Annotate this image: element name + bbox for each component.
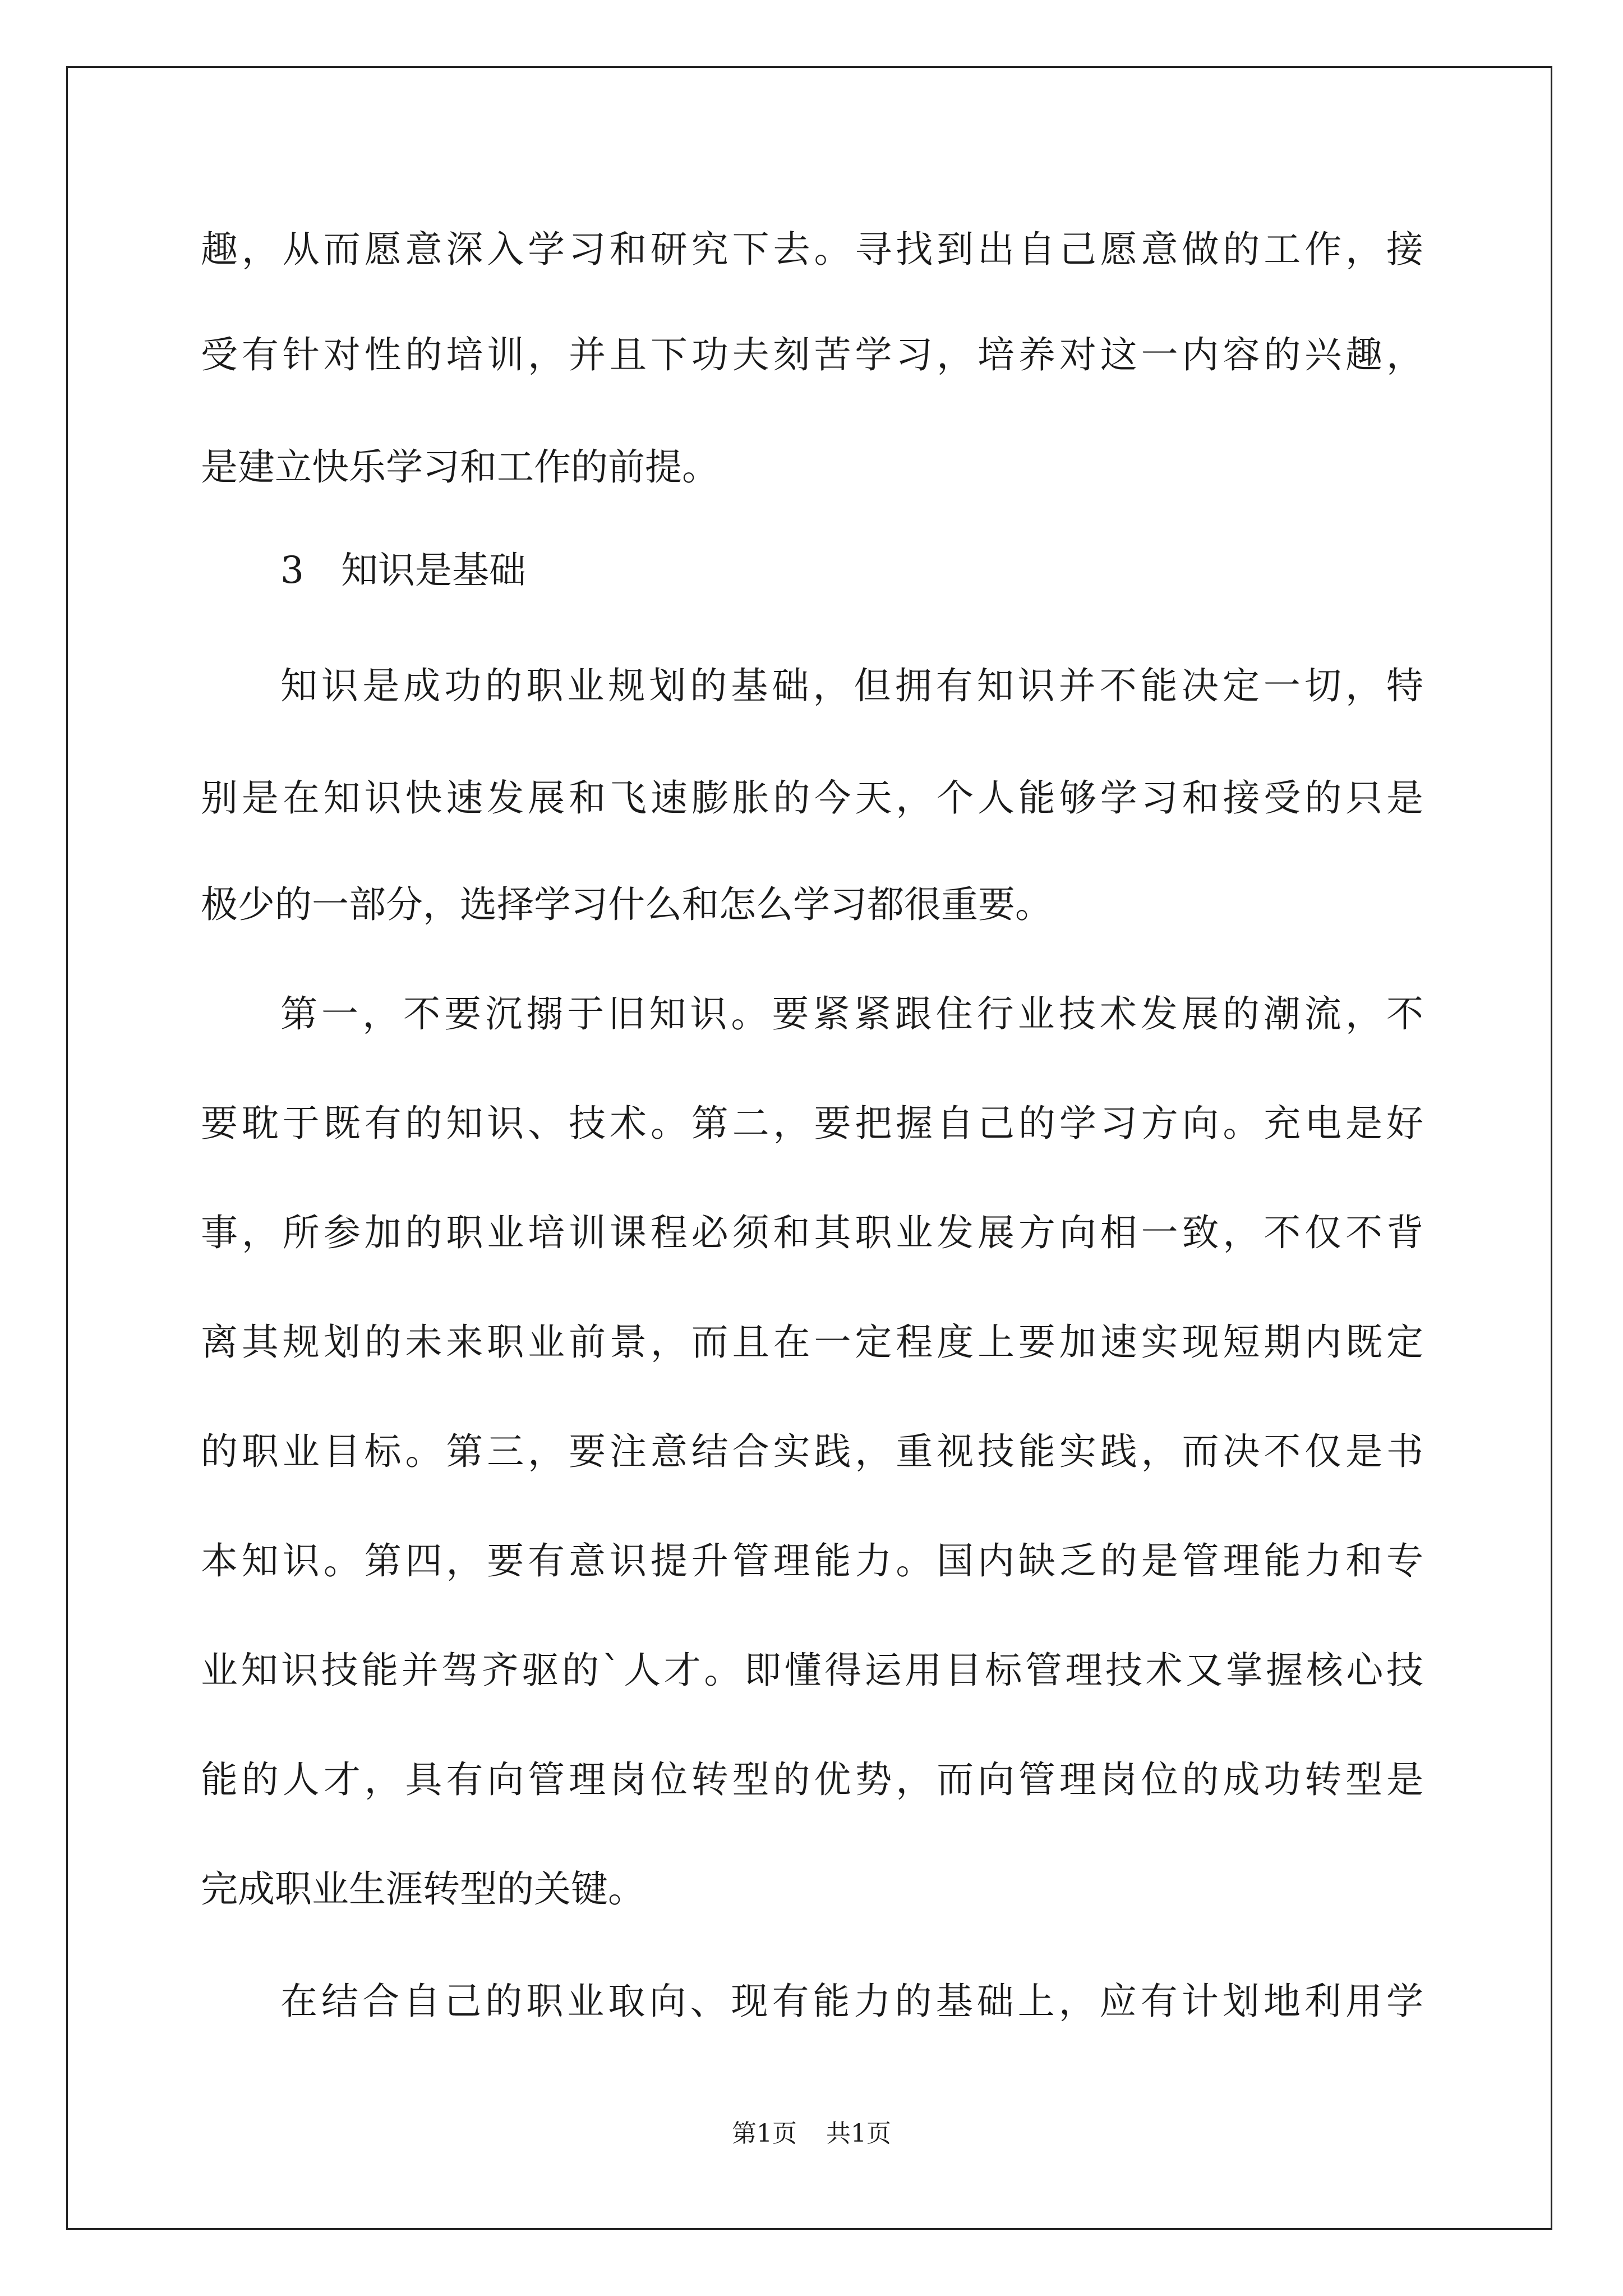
- text-line: 离其规划的未来职业前景，而且在一定程度上要加速实现短期内既定: [201, 1320, 1423, 1364]
- text-line: 受有针对性的培训，并且下功夫刻苦学习，培养对这一内容的兴趣，: [201, 333, 1423, 376]
- text-line: 业知识技能并驾齐驱的`人才。即懂得运用目标管理技术又掌握核心技: [201, 1649, 1423, 1692]
- text-line: 极少的一部分，选择学习什么和怎么学习都很重要。: [201, 883, 1052, 926]
- text-line: 在结合自己的职业取向、现有能力的基础上，应有计划地利用学: [280, 1980, 1423, 2023]
- page-footer: [0, 2119, 1623, 2148]
- text-line: 的职业目标。第三，要注意结合实践，重视技能实践，而决不仅是书: [201, 1430, 1423, 1473]
- text-line: 事，所参加的职业培训课程必须和其职业发展方向相一致，不仅不背: [201, 1211, 1423, 1254]
- text-line: 别是在知识快速发展和飞速膨胀的今天，个人能够学习和接受的只是: [201, 776, 1423, 820]
- text-line: 是建立快乐学习和工作的前提。: [201, 445, 719, 489]
- text-line: 完成职业生涯转型的关键。: [201, 1867, 645, 1911]
- page-number-total: 共1页: [826, 2119, 891, 2148]
- text-line: 要耽于既有的知识、技术。第二，要把握自己的学习方向。充电是好: [201, 1102, 1423, 1145]
- text-line: 第一，不要沉搦于旧知识。要紧紧跟住行业技术发展的潮流，不: [280, 992, 1423, 1036]
- text-line: 能的人才，具有向管理岗位转型的优势，而向管理岗位的成功转型是: [201, 1758, 1423, 1801]
- page-number-current: 第1页: [732, 2119, 797, 2148]
- text-line: 本知识。第四，要有意识提升管理能力。国内缺乏的是管理能力和专: [201, 1539, 1423, 1582]
- section-heading: 3 知识是基础: [280, 549, 526, 592]
- text-line: 知识是成功的职业规划的基础，但拥有知识并不能决定一切，特: [280, 664, 1423, 707]
- text-line: 趣，从而愿意深入学习和研究下去。寻找到出自己愿意做的工作，接: [201, 228, 1423, 271]
